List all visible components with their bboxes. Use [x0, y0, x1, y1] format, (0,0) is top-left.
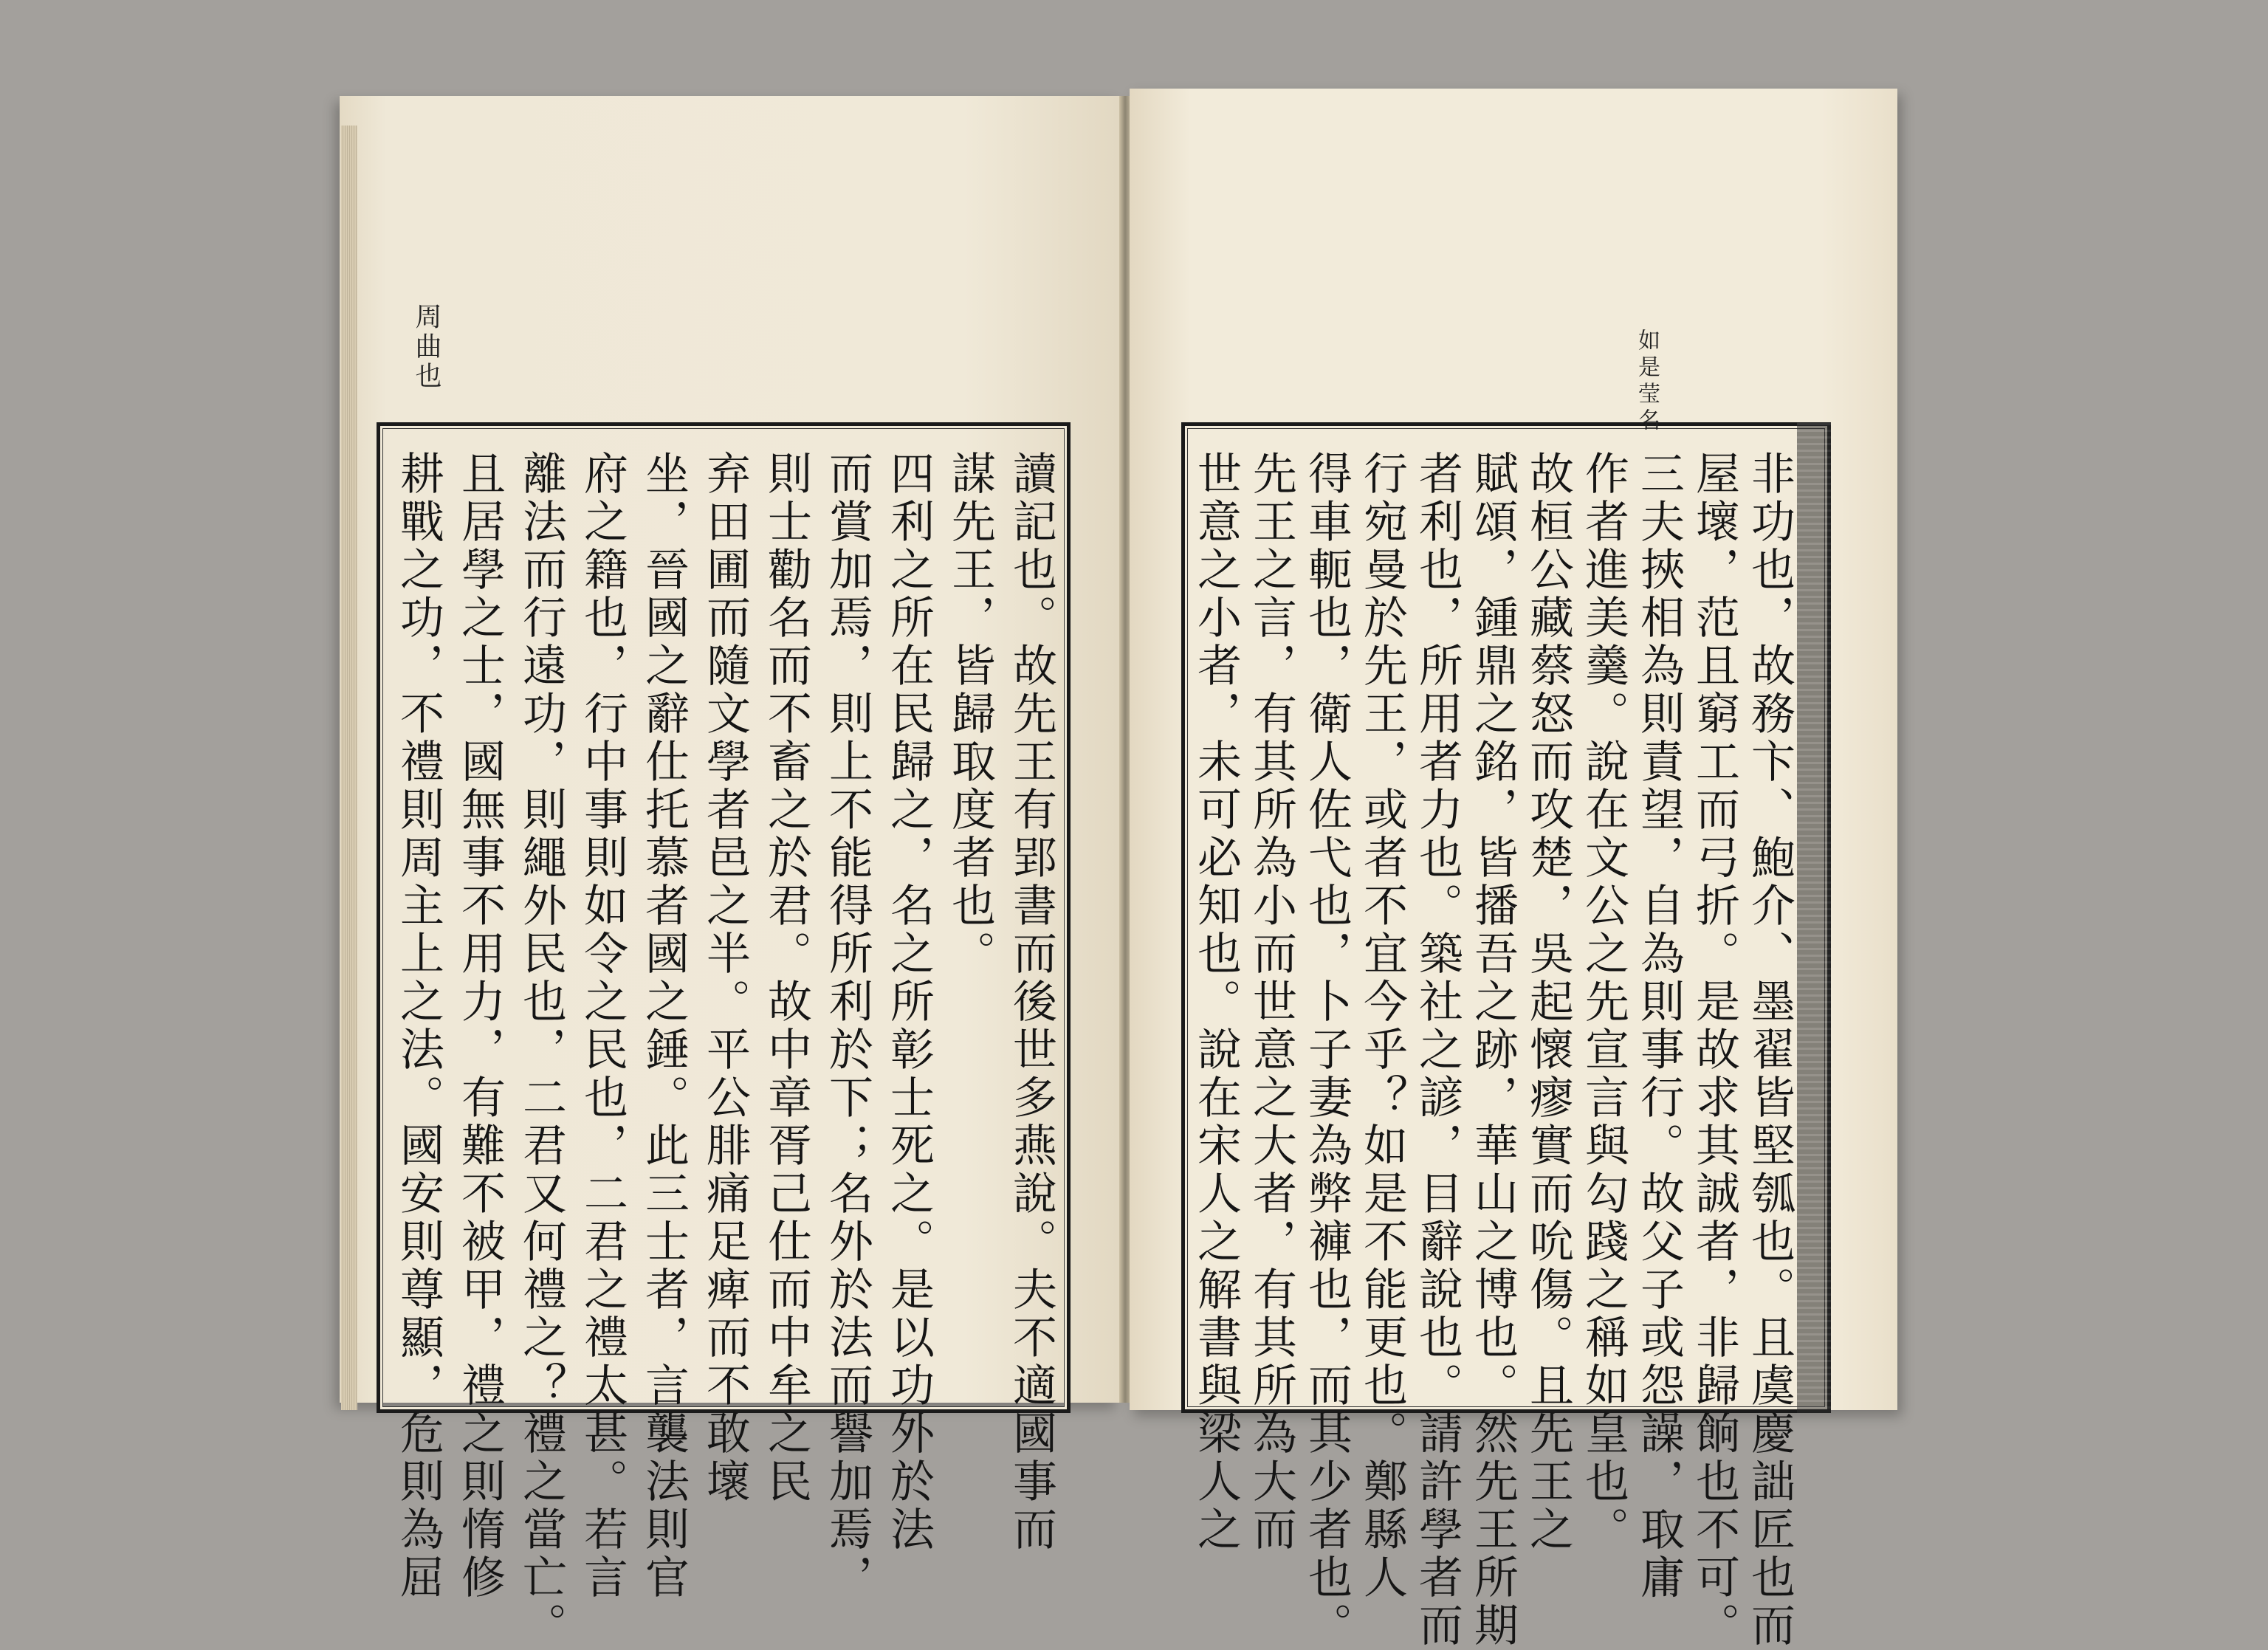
- right-column-1: 非功也，故務卞、鮑介、墨翟皆堅瓠也。且虞慶詘匠也而: [1744, 450, 1796, 1650]
- left-margin-note: 周曲也: [411, 303, 441, 391]
- open-book: [325, 81, 1905, 1650]
- right-column-6: 賦頌，鍾鼎之銘，皆播吾之跡，華山之博也。然先王所期: [1467, 450, 1519, 1650]
- left-column-3: 四利之所在民歸之，名之所彰士死之。是以功外於法: [883, 450, 935, 1554]
- page-edges: [341, 126, 357, 1410]
- left-column-5: 則士勸名而不畜之於君。故中章胥己仕而中牟之民: [760, 450, 812, 1506]
- fold-center-strip: [1797, 422, 1831, 1413]
- left-column-7: 坐，晉國之辭仕托慕者國之錘。此三士者，言襲法則官: [638, 450, 690, 1602]
- right-column-2: 屋壞，范且窮工而弓折。是故求其誠者，非歸餉也不可。: [1688, 450, 1740, 1650]
- right-margin-note: 如是莹名: [1634, 329, 1660, 435]
- right-column-10: 先王之言，有其所為小而世意之大者，有其所為大而: [1245, 450, 1297, 1554]
- right-column-8: 行宛曼於先王，或者不宜今乎？如是不能更也。鄭縣人: [1356, 450, 1408, 1602]
- left-column-2: 謀先王，皆歸取度者也。: [944, 450, 996, 978]
- left-column-4: 而賞加焉，則上不能得所利於下；名外於法而譽加焉，: [822, 450, 873, 1602]
- right-column-9: 得車軛也，衛人佐弋也，卜子妻為弊褲也，而其少者也。: [1301, 450, 1353, 1650]
- right-column-3: 三夫挾相為則責望，自為則事行。故父子或怨譟，取庸: [1633, 450, 1685, 1602]
- right-column-4: 作者進美羹。說在文公之先宣言與勾踐之稱如皇也。: [1578, 450, 1629, 1554]
- left-column-6: 弃田圃而隨文學者邑之半。平公腓痛足痺而不敢壞: [699, 450, 751, 1506]
- right-column-7: 者利也，所用者力也。築社之諺，目辭說也。請許學者而: [1412, 450, 1463, 1650]
- left-column-9: 離法而行遠功，則繩外民也，二君又何禮之？禮之當亡。: [515, 450, 567, 1650]
- right-column-11: 世意之小者，未可必知也。說在宋人之解書與梁人之: [1190, 450, 1242, 1554]
- left-column-11: 耕戰之功，不禮則周主上之法。國安則尊顯，危則為屈: [393, 450, 444, 1602]
- left-column-10: 且居學之士，國無事不用力，有難不被甲，禮之則惰修: [454, 450, 506, 1602]
- left-column-1: 讀記也。故先王有郢書而後世多燕說。夫不適國事而: [1006, 450, 1057, 1554]
- right-column-5: 故桓公藏蔡怒而攻楚，吳起懷瘳實而吮傷。且先王之: [1522, 450, 1574, 1554]
- left-column-8: 府之籍也，行中事則如令之民也，二君之禮太甚。若言: [577, 450, 628, 1602]
